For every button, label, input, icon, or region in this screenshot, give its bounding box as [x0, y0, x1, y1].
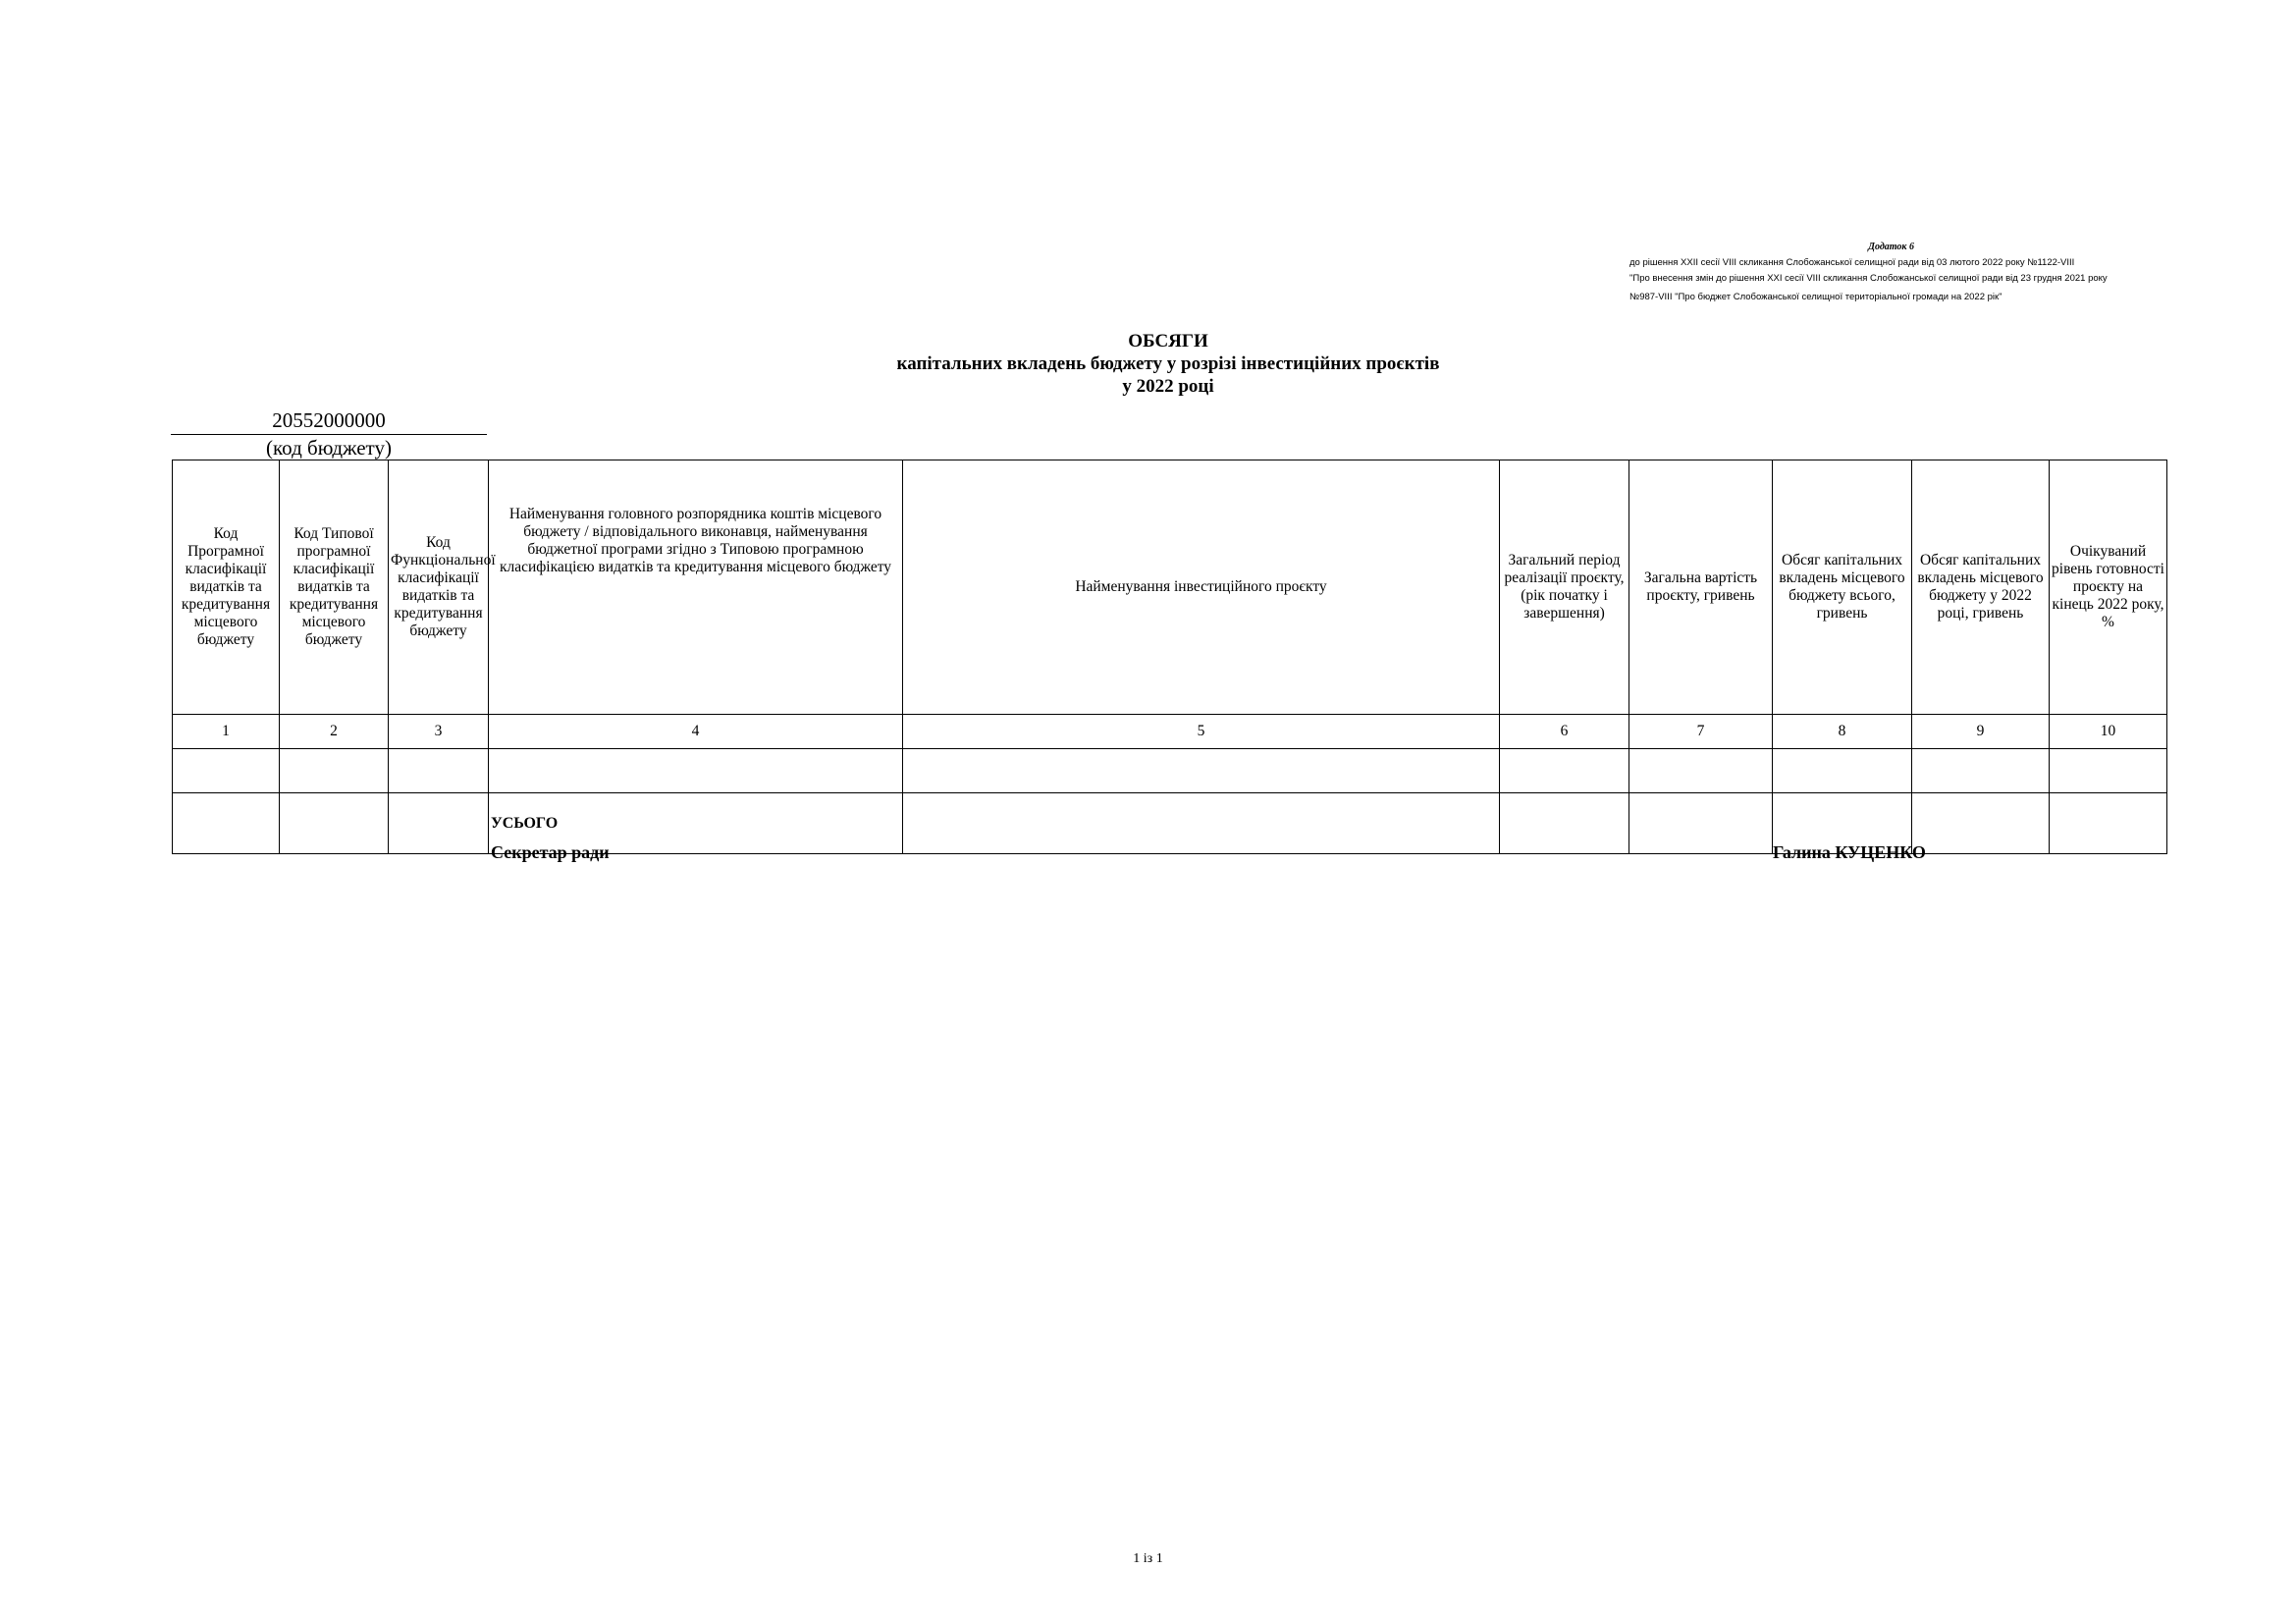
column-number: 4 — [489, 715, 903, 749]
column-number: 5 — [903, 715, 1500, 749]
header-cell: Найменування головного розпорядника коштів місцевого бюджету / відповідального виконавця, найменування бюджетної програми згідно з Типовою програмною класифікацією видатків та кредитування місцевого бюджету — [489, 460, 903, 715]
table-row — [173, 749, 2167, 793]
table-cell — [903, 793, 1500, 854]
title-line-2: капітальних вкладень бюджету у розрізі інвестиційних проєктів — [896, 353, 1440, 374]
document-title — [0, 330, 2296, 398]
header-cell: Загальний період реалізації проєкту, (рік початку і завершення) — [1500, 460, 1629, 715]
header-cell: Код Функціональної класифікації видатків та кредитування бюджету — [389, 460, 489, 715]
table-cell — [1773, 749, 1912, 793]
table-cell — [280, 793, 389, 854]
appendix-note — [1629, 240, 2179, 305]
header-cell: Найменування інвестиційного проєкту — [903, 460, 1500, 715]
signature-name: Галина КУЦЕНКО — [1773, 842, 1926, 862]
table-header-row — [173, 460, 2167, 715]
column-number: 1 — [173, 715, 280, 749]
table-cell — [389, 749, 489, 793]
header-cell: Обсяг капітальних вкладень місцевого бюджету всього, гривень — [1773, 460, 1912, 715]
column-number-row — [173, 715, 2167, 749]
table-cell — [280, 749, 389, 793]
table-cell — [903, 749, 1500, 793]
signature-position: Секретар ради — [491, 842, 610, 862]
header-cell: Очікуваний рівень готовності проєкту на кінець 2022 року, % — [2050, 460, 2167, 715]
appendix-line: до рішення XXII сесії VIII скликання Слобожанської селищної ради від 03 лютого 2022 року №1122-VIII — [1629, 257, 2075, 268]
column-number: 2 — [280, 715, 389, 749]
header-cell: Обсяг капітальних вкладень місцевого бюджету у 2022 році, гривень — [1912, 460, 2050, 715]
table-cell — [1912, 793, 2050, 854]
table-cell — [1629, 793, 1773, 854]
budget-code-value: 20552000000 — [171, 406, 487, 435]
appendix-title: Додаток 6 — [1868, 242, 1914, 252]
header-cell: Загальна вартість проєкту, гривень — [1629, 460, 1773, 715]
column-number: 10 — [2050, 715, 2167, 749]
table-cell — [2050, 749, 2167, 793]
column-number: 6 — [1500, 715, 1629, 749]
column-number: 8 — [1773, 715, 1912, 749]
appendix-line: №987-VIII "Про бюджет Слобожанської селищної територіальної громади на 2022 рік" — [1629, 292, 2002, 302]
investment-table — [172, 460, 2167, 854]
table-cell — [1500, 749, 1629, 793]
table-cell — [2050, 793, 2167, 854]
column-number: 7 — [1629, 715, 1773, 749]
header-cell: Код Програмної класифікації видатків та кредитування місцевого бюджету — [173, 460, 280, 715]
table-cell — [173, 793, 280, 854]
column-number: 3 — [389, 715, 489, 749]
table-cell — [389, 793, 489, 854]
header-cell: Код Типової програмної класифікації видатків та кредитування місцевого бюджету — [280, 460, 389, 715]
column-number: 9 — [1912, 715, 2050, 749]
page-number: 1 із 1 — [1133, 1551, 1163, 1566]
budget-code-caption: (код бюджету) — [266, 436, 392, 460]
title-line-1: ОБСЯГИ — [1128, 331, 1208, 352]
title-line-3: у 2022 році — [1122, 376, 1214, 397]
total-label: УСЬОГО — [489, 793, 903, 854]
table-cell — [1500, 793, 1629, 854]
table-cell — [489, 749, 903, 793]
table-cell — [173, 749, 280, 793]
table-cell — [1912, 749, 2050, 793]
table-cell — [1629, 749, 1773, 793]
budget-code-block — [171, 406, 487, 460]
appendix-line: "Про внесення змін до рішення XXI сесії VIII скликання Слобожанської селищної ради від 23 грудня 2021 року — [1629, 273, 2108, 284]
